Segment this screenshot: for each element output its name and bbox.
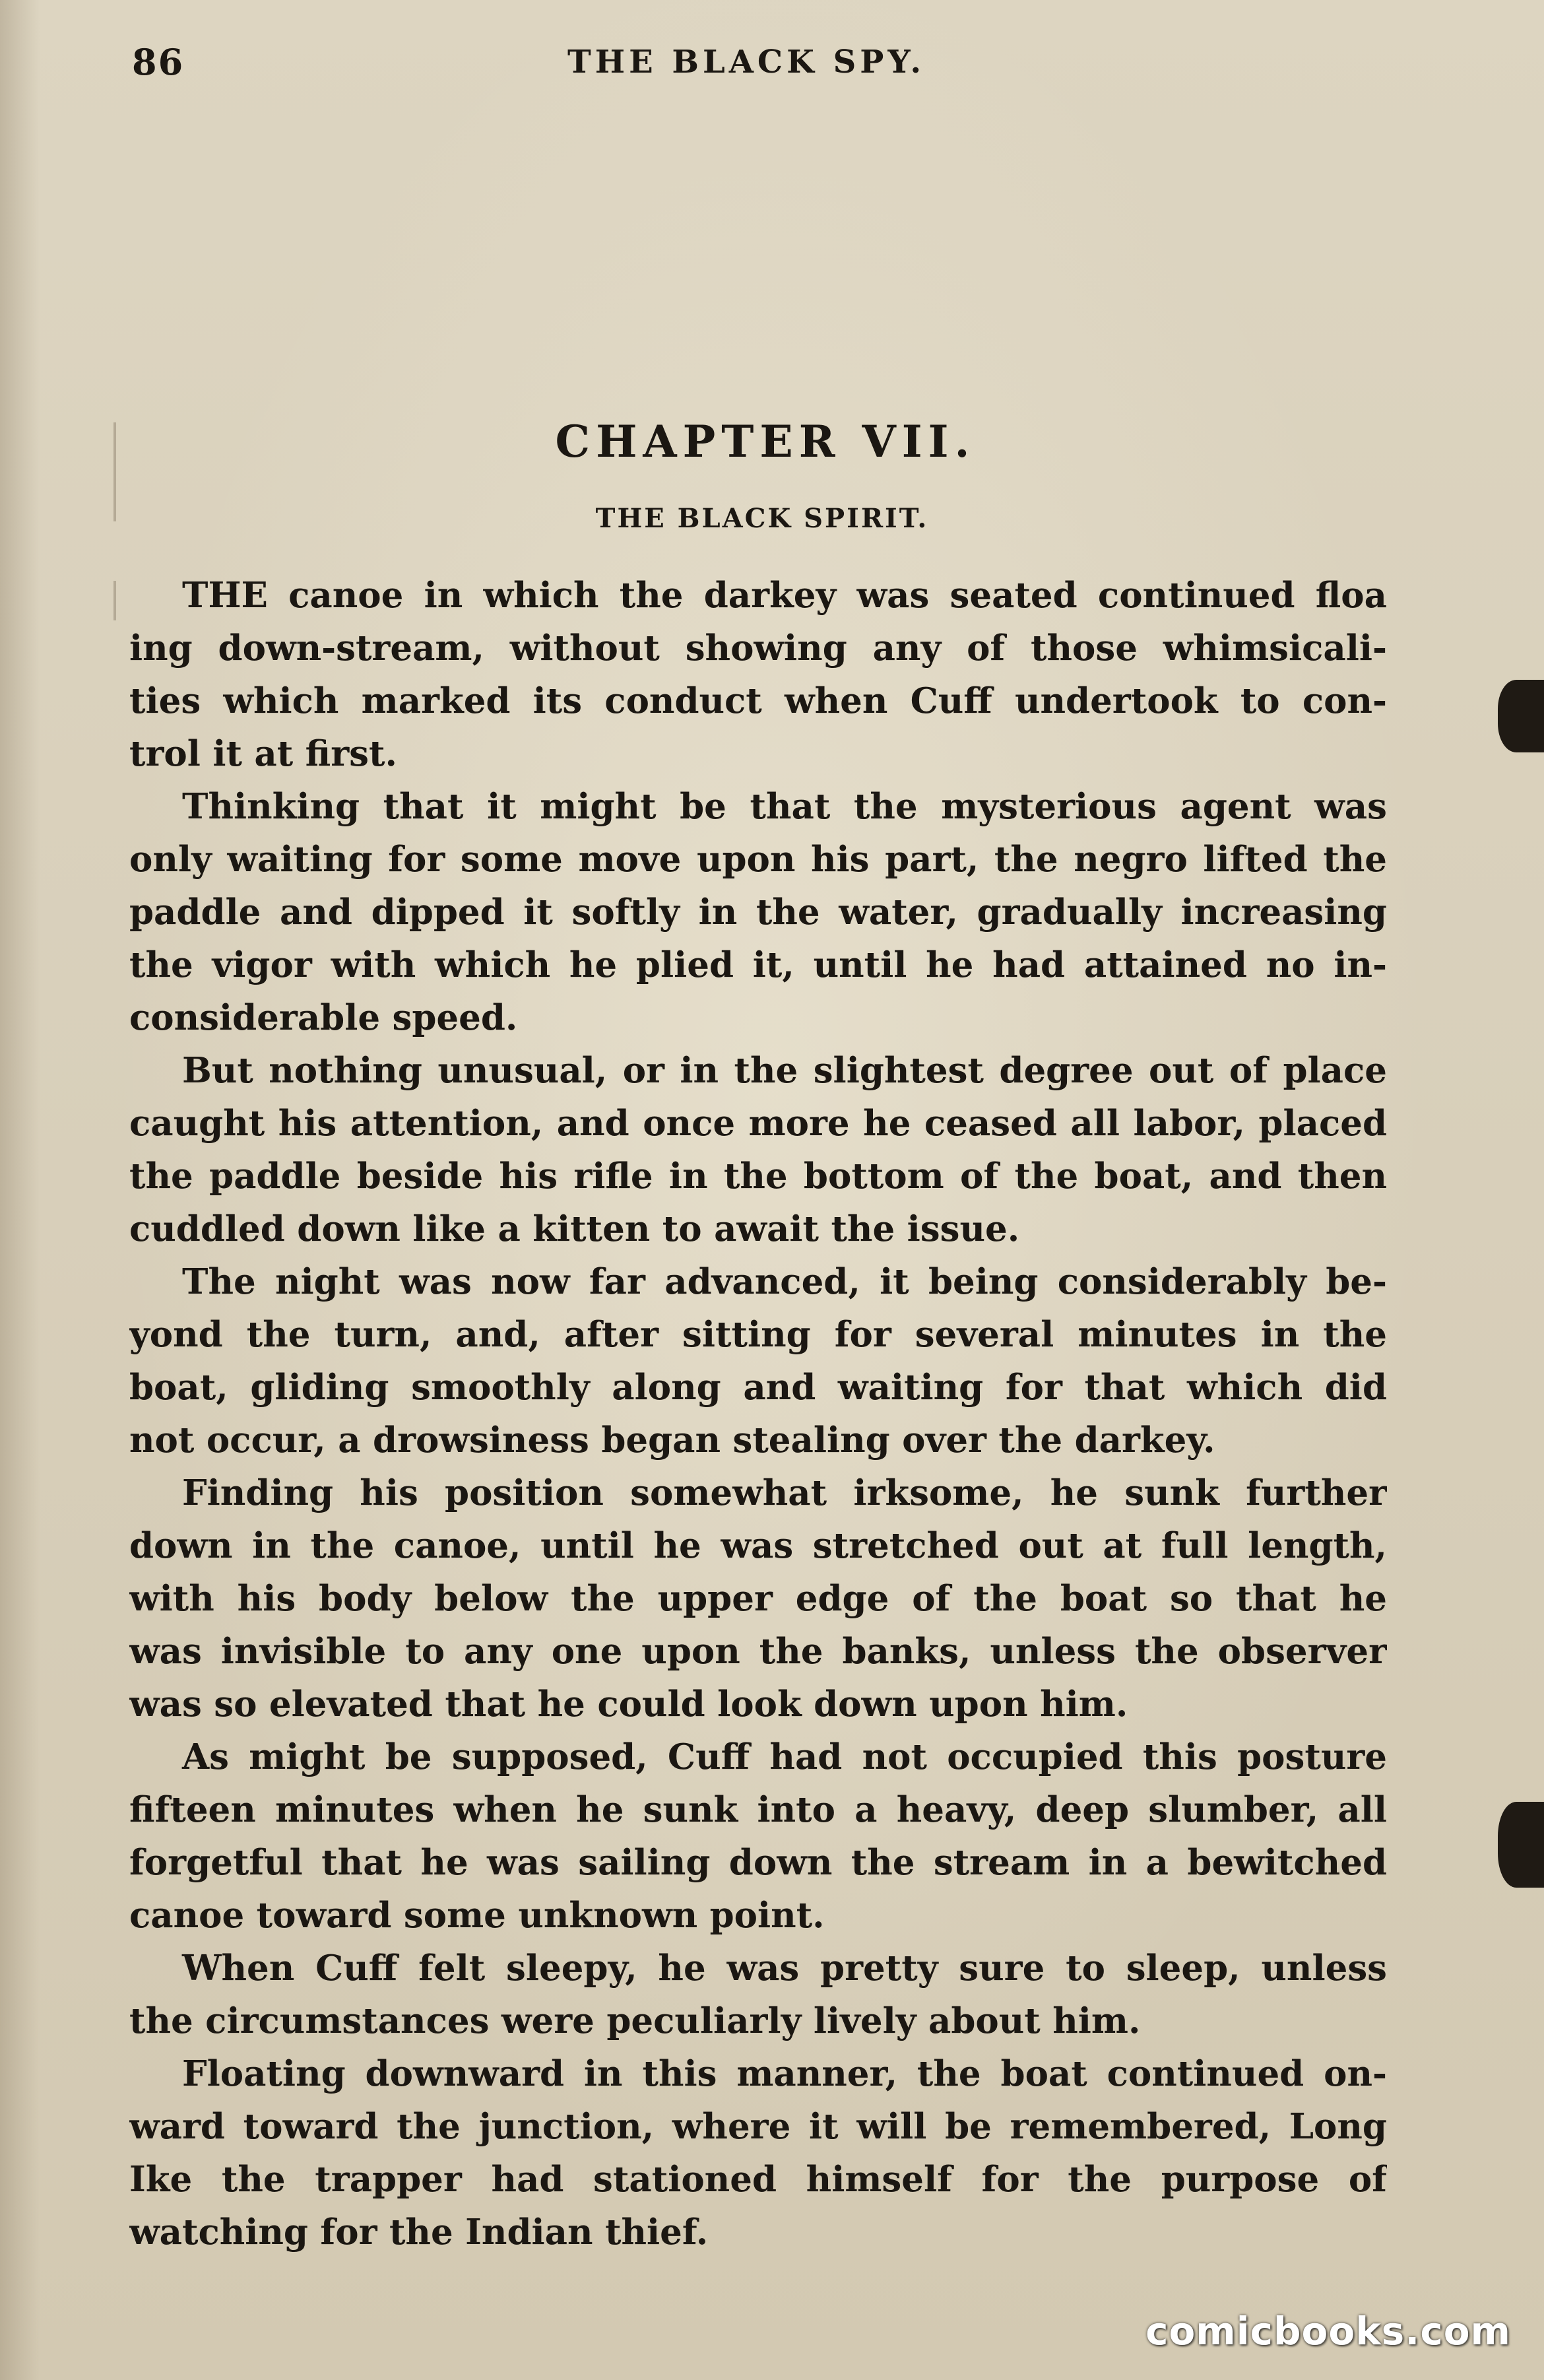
chapter-title: CHAPTER VII. <box>555 416 976 467</box>
text-line: with his body below the upper edge of the boat so that he <box>129 1578 1387 1619</box>
paragraph <box>129 1255 1387 1467</box>
page-gutter-shadow <box>0 0 40 2380</box>
text-line: THE canoe in which the darkey was seated continued floa <box>182 575 1387 616</box>
paragraph <box>129 780 1387 1044</box>
text-line: the paddle beside his rifle in the bottom of the boat, and then <box>129 1156 1387 1197</box>
text-line: When Cuff felt sleepy, he was pretty sure to sleep, unless <box>182 1948 1387 1989</box>
text-line: ing down-stream, without showing any of those whimsicali- <box>129 628 1387 669</box>
running-head: THE BLACK SPY. <box>567 44 926 81</box>
text-line: Thinking that it might be that the mysterious agent was <box>182 786 1387 827</box>
paragraph <box>129 1044 1387 1255</box>
text-line: not occur, a drowsiness began stealing over the darkey. <box>129 1420 1215 1461</box>
watermark: comicbooks.com <box>1145 2309 1511 2354</box>
text-line: considerable speed. <box>129 997 518 1038</box>
text-line: watching for the Indian thief. <box>129 2212 709 2253</box>
text-line: fifteen minutes when he sunk into a heavy, deep slumber, all <box>129 1789 1387 1830</box>
paragraph <box>129 1467 1387 1731</box>
text-line: was invisible to any one upon the banks, unless the observer <box>129 1631 1387 1672</box>
text-line: caught his attention, and once more he ceased all labor, placed <box>129 1103 1387 1144</box>
page-number: 86 <box>132 41 185 83</box>
text-line: cuddled down like a kitten to await the issue. <box>129 1208 1020 1249</box>
text-line: canoe toward some unknown point. <box>129 1895 825 1936</box>
text-line: boat, gliding smoothly along and waiting for that which did <box>129 1367 1387 1408</box>
text-line: Ike the trapper had stationed himself for the purpose of <box>129 2159 1387 2200</box>
page-damage-hole <box>1498 1802 1544 1888</box>
binding-mark <box>113 581 116 620</box>
chapter-subtitle: THE BLACK SPIRIT. <box>595 503 929 534</box>
page-damage-hole <box>1498 680 1544 752</box>
text-line: was so elevated that he could look down upon him. <box>129 1684 1128 1725</box>
page-header <box>132 41 1386 87</box>
text-line: down in the canoe, until he was stretched out at full length, <box>129 1525 1387 1566</box>
paragraph <box>129 1731 1387 1942</box>
text-line: ties which marked its conduct when Cuff undertook to con- <box>129 680 1387 721</box>
paragraph <box>129 569 1387 780</box>
text-line: forgetful that he was sailing down the stream in a bewitched <box>129 1842 1387 1883</box>
text-line: Finding his position somewhat irksome, he sunk further <box>182 1472 1387 1513</box>
text-line: But nothing unusual, or in the slightest degree out of place <box>182 1050 1387 1091</box>
text-line: the circumstances were peculiarly lively about him. <box>129 2000 1141 2041</box>
text-line: paddle and dipped it softly in the water, gradually increasing <box>129 892 1387 933</box>
text-line: yond the turn, and, after sitting for several minutes in the <box>129 1314 1387 1355</box>
text-line: As might be supposed, Cuff had not occupied this posture <box>182 1736 1387 1777</box>
body-text <box>129 569 1387 2259</box>
text-line: trol it at first. <box>129 733 397 774</box>
text-line: only waiting for some move upon his part, the negro lifted the <box>129 839 1387 880</box>
text-line: ward toward the junction, where it will be remembered, Long <box>129 2106 1387 2147</box>
text-line: the vigor with which he plied it, until he had attained no in- <box>129 944 1387 985</box>
paragraph <box>129 2047 1387 2259</box>
text-line: Floating downward in this manner, the boat continued on- <box>182 2053 1387 2094</box>
paragraph <box>129 1942 1387 2047</box>
text-line: The night was now far advanced, it being considerably be- <box>182 1261 1387 1302</box>
